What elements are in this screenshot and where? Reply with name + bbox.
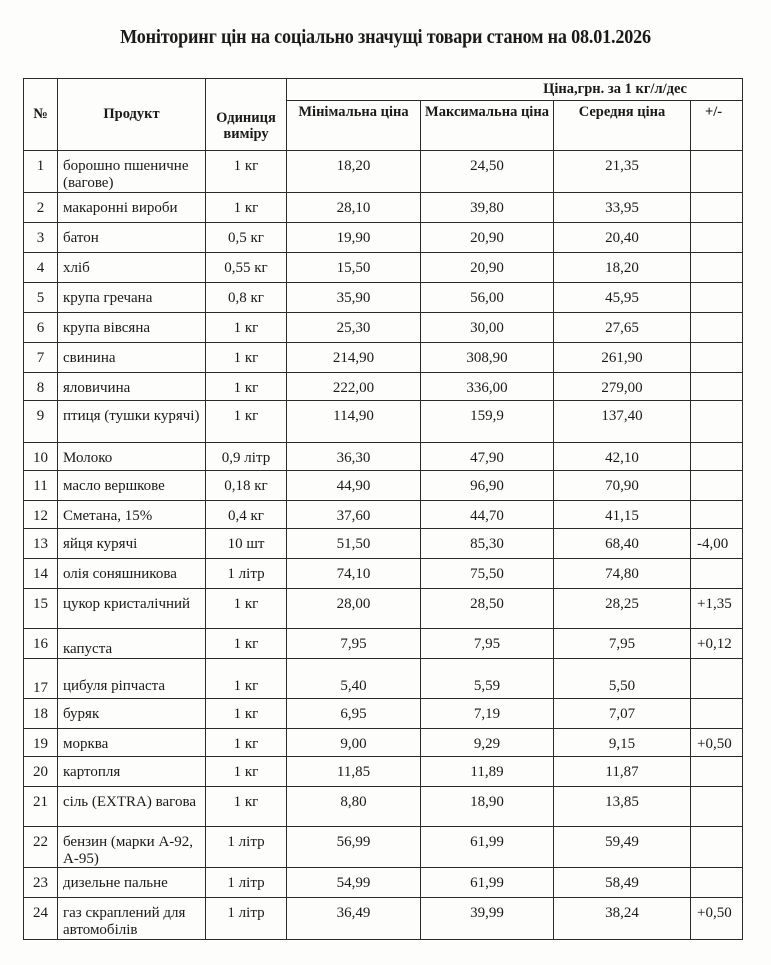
row-change — [691, 559, 743, 589]
row-min-price: 18,20 — [287, 151, 421, 193]
row-avg-price: 33,95 — [554, 193, 691, 223]
row-min-price: 19,90 — [287, 223, 421, 253]
row-avg-price: 74,80 — [554, 559, 691, 589]
row-change — [691, 757, 743, 787]
row-unit: 1 кг — [206, 401, 287, 443]
row-change — [691, 401, 743, 443]
row-unit: 1 кг — [206, 787, 287, 827]
row-num: 23 — [24, 868, 58, 898]
row-max-price: 56,00 — [421, 283, 554, 313]
row-avg-price: 42,10 — [554, 443, 691, 471]
header-change: +/- — [691, 101, 743, 151]
row-avg-price: 68,40 — [554, 529, 691, 559]
row-min-price: 15,50 — [287, 253, 421, 283]
row-num: 5 — [24, 283, 58, 313]
row-num: 21 — [24, 787, 58, 827]
row-num: 20 — [24, 757, 58, 787]
table-row — [24, 401, 743, 443]
row-min-price: 9,00 — [287, 729, 421, 757]
table-row — [24, 629, 743, 659]
row-change — [691, 443, 743, 471]
row-max-price: 5,59 — [421, 659, 554, 699]
table-row — [24, 313, 743, 343]
row-max-price: 39,80 — [421, 193, 554, 223]
row-product: крупа вівсяна — [58, 313, 206, 343]
row-avg-price: 41,15 — [554, 501, 691, 529]
row-min-price: 5,40 — [287, 659, 421, 699]
row-change — [691, 223, 743, 253]
table-row — [24, 443, 743, 471]
row-change — [691, 343, 743, 373]
row-product: морква — [58, 729, 206, 757]
table-row — [24, 699, 743, 729]
row-min-price: 51,50 — [287, 529, 421, 559]
row-product: птиця (тушки курячі) — [58, 401, 206, 443]
row-num: 8 — [24, 373, 58, 401]
row-change: +0,50 — [691, 898, 743, 940]
row-product: Сметана, 15% — [58, 501, 206, 529]
row-num: 4 — [24, 253, 58, 283]
row-min-price: 35,90 — [287, 283, 421, 313]
row-product: макаронні вироби — [58, 193, 206, 223]
table-row — [24, 659, 743, 699]
row-num: 13 — [24, 529, 58, 559]
row-change — [691, 373, 743, 401]
row-change: +1,35 — [691, 589, 743, 629]
table-row — [24, 589, 743, 629]
table-row — [24, 253, 743, 283]
row-min-price: 6,95 — [287, 699, 421, 729]
row-avg-price: 279,00 — [554, 373, 691, 401]
row-product: дизельне пальне — [58, 868, 206, 898]
table-row — [24, 868, 743, 898]
header-min: Мінімальна ціна — [287, 101, 421, 151]
row-unit: 0,8 кг — [206, 283, 287, 313]
header-max: Максимальна ціна — [421, 101, 554, 151]
row-num: 1 — [24, 151, 58, 193]
row-change — [691, 787, 743, 827]
row-num: 12 — [24, 501, 58, 529]
row-min-price: 56,99 — [287, 827, 421, 868]
row-max-price: 28,50 — [421, 589, 554, 629]
row-unit: 0,18 кг — [206, 471, 287, 501]
row-unit: 1 літр — [206, 898, 287, 940]
row-change — [691, 699, 743, 729]
row-min-price: 37,60 — [287, 501, 421, 529]
table-row — [24, 559, 743, 589]
row-max-price: 18,90 — [421, 787, 554, 827]
row-min-price: 8,80 — [287, 787, 421, 827]
row-min-price: 28,10 — [287, 193, 421, 223]
row-unit: 1 кг — [206, 193, 287, 223]
row-num: 18 — [24, 699, 58, 729]
row-product: капуста — [58, 629, 206, 659]
row-unit: 1 кг — [206, 313, 287, 343]
row-max-price: 47,90 — [421, 443, 554, 471]
row-max-price: 159,9 — [421, 401, 554, 443]
row-change — [691, 868, 743, 898]
row-product: бензин (марки А-92, А-95) — [58, 827, 206, 868]
row-avg-price: 21,35 — [554, 151, 691, 193]
price-table — [23, 78, 743, 940]
row-max-price: 96,90 — [421, 471, 554, 501]
row-min-price: 36,30 — [287, 443, 421, 471]
row-product: буряк — [58, 699, 206, 729]
row-product: хліб — [58, 253, 206, 283]
row-max-price: 44,70 — [421, 501, 554, 529]
row-max-price: 336,00 — [421, 373, 554, 401]
row-max-price: 7,19 — [421, 699, 554, 729]
table-row — [24, 193, 743, 223]
row-unit: 1 літр — [206, 559, 287, 589]
row-product: сіль (EXTRA) вагова — [58, 787, 206, 827]
row-product: масло вершкове — [58, 471, 206, 501]
row-change — [691, 501, 743, 529]
row-product: цукор кристалічний — [58, 589, 206, 629]
row-unit: 1 кг — [206, 699, 287, 729]
row-unit: 1 кг — [206, 659, 287, 699]
row-max-price: 20,90 — [421, 223, 554, 253]
row-unit: 1 кг — [206, 343, 287, 373]
table-row — [24, 729, 743, 757]
row-product: батон — [58, 223, 206, 253]
row-num: 9 — [24, 401, 58, 443]
row-min-price: 11,85 — [287, 757, 421, 787]
row-avg-price: 9,15 — [554, 729, 691, 757]
row-num: 6 — [24, 313, 58, 343]
row-min-price: 214,90 — [287, 343, 421, 373]
row-change: +0,50 — [691, 729, 743, 757]
row-max-price: 39,99 — [421, 898, 554, 940]
row-min-price: 28,00 — [287, 589, 421, 629]
table-row — [24, 501, 743, 529]
row-change: +0,12 — [691, 629, 743, 659]
row-avg-price: 45,95 — [554, 283, 691, 313]
row-unit: 1 кг — [206, 151, 287, 193]
table-row — [24, 898, 743, 940]
row-avg-price: 7,95 — [554, 629, 691, 659]
row-avg-price: 27,65 — [554, 313, 691, 343]
row-max-price: 20,90 — [421, 253, 554, 283]
row-product: картопля — [58, 757, 206, 787]
row-avg-price: 261,90 — [554, 343, 691, 373]
row-change — [691, 253, 743, 283]
row-num: 11 — [24, 471, 58, 501]
row-change — [691, 827, 743, 868]
row-product: газ скраплений для автомобілів — [58, 898, 206, 940]
header-product: Продукт — [58, 79, 206, 151]
table-row — [24, 757, 743, 787]
row-unit: 1 літр — [206, 868, 287, 898]
row-change — [691, 151, 743, 193]
row-max-price: 9,29 — [421, 729, 554, 757]
row-num: 19 — [24, 729, 58, 757]
row-max-price: 61,99 — [421, 868, 554, 898]
row-min-price: 114,90 — [287, 401, 421, 443]
table-row — [24, 343, 743, 373]
row-avg-price: 18,20 — [554, 253, 691, 283]
row-unit: 10 шт — [206, 529, 287, 559]
row-unit: 0,55 кг — [206, 253, 287, 283]
row-min-price: 222,00 — [287, 373, 421, 401]
row-avg-price: 28,25 — [554, 589, 691, 629]
row-num: 24 — [24, 898, 58, 940]
row-product: крупа гречана — [58, 283, 206, 313]
table-row — [24, 787, 743, 827]
row-max-price: 308,90 — [421, 343, 554, 373]
row-num: 7 — [24, 343, 58, 373]
row-avg-price: 59,49 — [554, 827, 691, 868]
row-avg-price: 20,40 — [554, 223, 691, 253]
row-min-price: 36,49 — [287, 898, 421, 940]
row-min-price: 25,30 — [287, 313, 421, 343]
row-num: 14 — [24, 559, 58, 589]
table-row — [24, 151, 743, 193]
row-num: 3 — [24, 223, 58, 253]
row-max-price: 61,99 — [421, 827, 554, 868]
row-avg-price: 11,87 — [554, 757, 691, 787]
table-row — [24, 283, 743, 313]
row-product: свинина — [58, 343, 206, 373]
row-num: 2 — [24, 193, 58, 223]
row-product: борошно пшеничне (вагове) — [58, 151, 206, 193]
row-avg-price: 38,24 — [554, 898, 691, 940]
row-change — [691, 313, 743, 343]
row-unit: 1 кг — [206, 629, 287, 659]
table-row — [24, 373, 743, 401]
row-change — [691, 471, 743, 501]
row-change — [691, 193, 743, 223]
row-avg-price: 70,90 — [554, 471, 691, 501]
row-max-price: 7,95 — [421, 629, 554, 659]
row-max-price: 11,89 — [421, 757, 554, 787]
row-product: олія соняшникова — [58, 559, 206, 589]
row-product: цибуля ріпчаста — [58, 659, 206, 699]
row-num: 10 — [24, 443, 58, 471]
row-unit: 1 літр — [206, 827, 287, 868]
row-change — [691, 659, 743, 699]
row-product: Молоко — [58, 443, 206, 471]
table-row — [24, 827, 743, 868]
row-max-price: 24,50 — [421, 151, 554, 193]
header-price-group: Ціна,грн. за 1 кг/л/дес — [287, 79, 743, 101]
row-min-price: 44,90 — [287, 471, 421, 501]
row-unit: 1 кг — [206, 373, 287, 401]
row-change: -4,00 — [691, 529, 743, 559]
row-max-price: 75,50 — [421, 559, 554, 589]
row-num: 22 — [24, 827, 58, 868]
header-unit: Одиниця виміру — [206, 79, 287, 151]
header-avg: Середня ціна — [554, 101, 691, 151]
row-unit: 0,4 кг — [206, 501, 287, 529]
page-title: Моніторинг цін на соціально значущі товари станом на 08.01.2026 — [120, 27, 651, 48]
row-product: яловичина — [58, 373, 206, 401]
row-avg-price: 58,49 — [554, 868, 691, 898]
row-max-price: 85,30 — [421, 529, 554, 559]
row-num: 15 — [24, 589, 58, 629]
row-unit: 0,9 літр — [206, 443, 287, 471]
table-row — [24, 471, 743, 501]
header-num: № — [24, 79, 58, 151]
table-row — [24, 223, 743, 253]
row-avg-price: 13,85 — [554, 787, 691, 827]
row-avg-price: 7,07 — [554, 699, 691, 729]
row-unit: 1 кг — [206, 589, 287, 629]
row-min-price: 74,10 — [287, 559, 421, 589]
row-num: 17 — [24, 659, 58, 699]
row-min-price: 54,99 — [287, 868, 421, 898]
row-avg-price: 137,40 — [554, 401, 691, 443]
row-unit: 1 кг — [206, 729, 287, 757]
row-change — [691, 283, 743, 313]
row-max-price: 30,00 — [421, 313, 554, 343]
row-min-price: 7,95 — [287, 629, 421, 659]
row-unit: 0,5 кг — [206, 223, 287, 253]
row-num: 16 — [24, 629, 58, 659]
row-unit: 1 кг — [206, 757, 287, 787]
table-row — [24, 529, 743, 559]
row-avg-price: 5,50 — [554, 659, 691, 699]
row-product: яйця курячі — [58, 529, 206, 559]
